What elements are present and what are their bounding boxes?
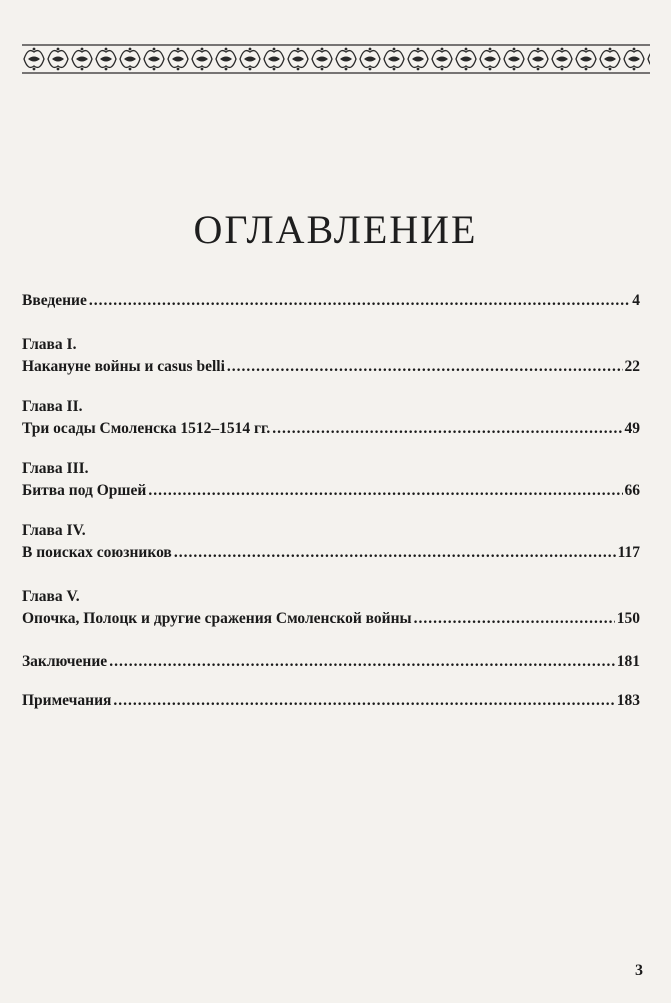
dot-leader bbox=[113, 690, 614, 712]
toc-chapter-number: Глава II. bbox=[22, 398, 83, 415]
toc-line bbox=[22, 418, 640, 440]
toc-entry-label: Накануне войны и casus belli bbox=[22, 358, 225, 375]
toc-entry-chapter-3[interactable] bbox=[22, 458, 640, 502]
dot-leader bbox=[227, 356, 623, 378]
toc-line bbox=[22, 651, 640, 673]
toc-page-number: 183 bbox=[616, 692, 640, 709]
dot-leader bbox=[272, 418, 622, 440]
toc-page-number: 117 bbox=[617, 544, 640, 561]
toc-entry-label: Заключение bbox=[22, 653, 108, 670]
toc-entry-label: Три осады Смоленска 1512–1514 гг. bbox=[22, 420, 271, 437]
toc-page-number: 49 bbox=[624, 420, 640, 437]
dot-leader bbox=[414, 608, 615, 630]
toc-entry-label: Примечания bbox=[22, 692, 112, 709]
page-number: 3 bbox=[635, 962, 643, 979]
dot-leader bbox=[174, 542, 616, 564]
toc-entry-introduction[interactable] bbox=[22, 290, 640, 312]
toc-line bbox=[22, 608, 640, 630]
toc-page-number: 150 bbox=[616, 610, 640, 627]
toc-line bbox=[22, 356, 640, 378]
toc-entry-notes[interactable] bbox=[22, 690, 640, 712]
toc-chapter-number: Глава IV. bbox=[22, 522, 86, 539]
toc-entry-chapter-2[interactable] bbox=[22, 396, 640, 440]
decorative-ornament-band bbox=[22, 44, 650, 74]
toc-entry-chapter-5[interactable] bbox=[22, 586, 640, 630]
toc-line bbox=[22, 542, 640, 564]
toc-page-number: 66 bbox=[624, 482, 640, 499]
toc-line bbox=[22, 480, 640, 502]
toc-chapter-number: Глава I. bbox=[22, 336, 77, 353]
dot-leader bbox=[148, 480, 622, 502]
toc-chapter-number: Глава V. bbox=[22, 588, 80, 605]
toc-page-number: 181 bbox=[616, 653, 640, 670]
toc-page-number: 22 bbox=[624, 358, 640, 375]
toc-entry-chapter-4[interactable] bbox=[22, 520, 640, 564]
toc-entry-label: В поисках союзников bbox=[22, 544, 172, 561]
toc-entry-label: Опочка, Полоцк и другие сражения Смоленской войны bbox=[22, 610, 412, 627]
toc-entry-chapter-1[interactable] bbox=[22, 334, 640, 378]
dot-leader bbox=[109, 651, 615, 673]
toc-line bbox=[22, 290, 640, 312]
toc-line bbox=[22, 690, 640, 712]
toc-chapter-number: Глава III. bbox=[22, 460, 89, 477]
toc-entry-label: Битва под Оршей bbox=[22, 482, 147, 499]
page-title: ОГЛАВЛЕНИЕ bbox=[193, 207, 478, 252]
toc-entry-conclusion[interactable] bbox=[22, 651, 640, 673]
toc-entry-label: Введение bbox=[22, 292, 87, 309]
toc-page-number: 4 bbox=[632, 292, 640, 309]
dot-leader bbox=[89, 290, 630, 312]
